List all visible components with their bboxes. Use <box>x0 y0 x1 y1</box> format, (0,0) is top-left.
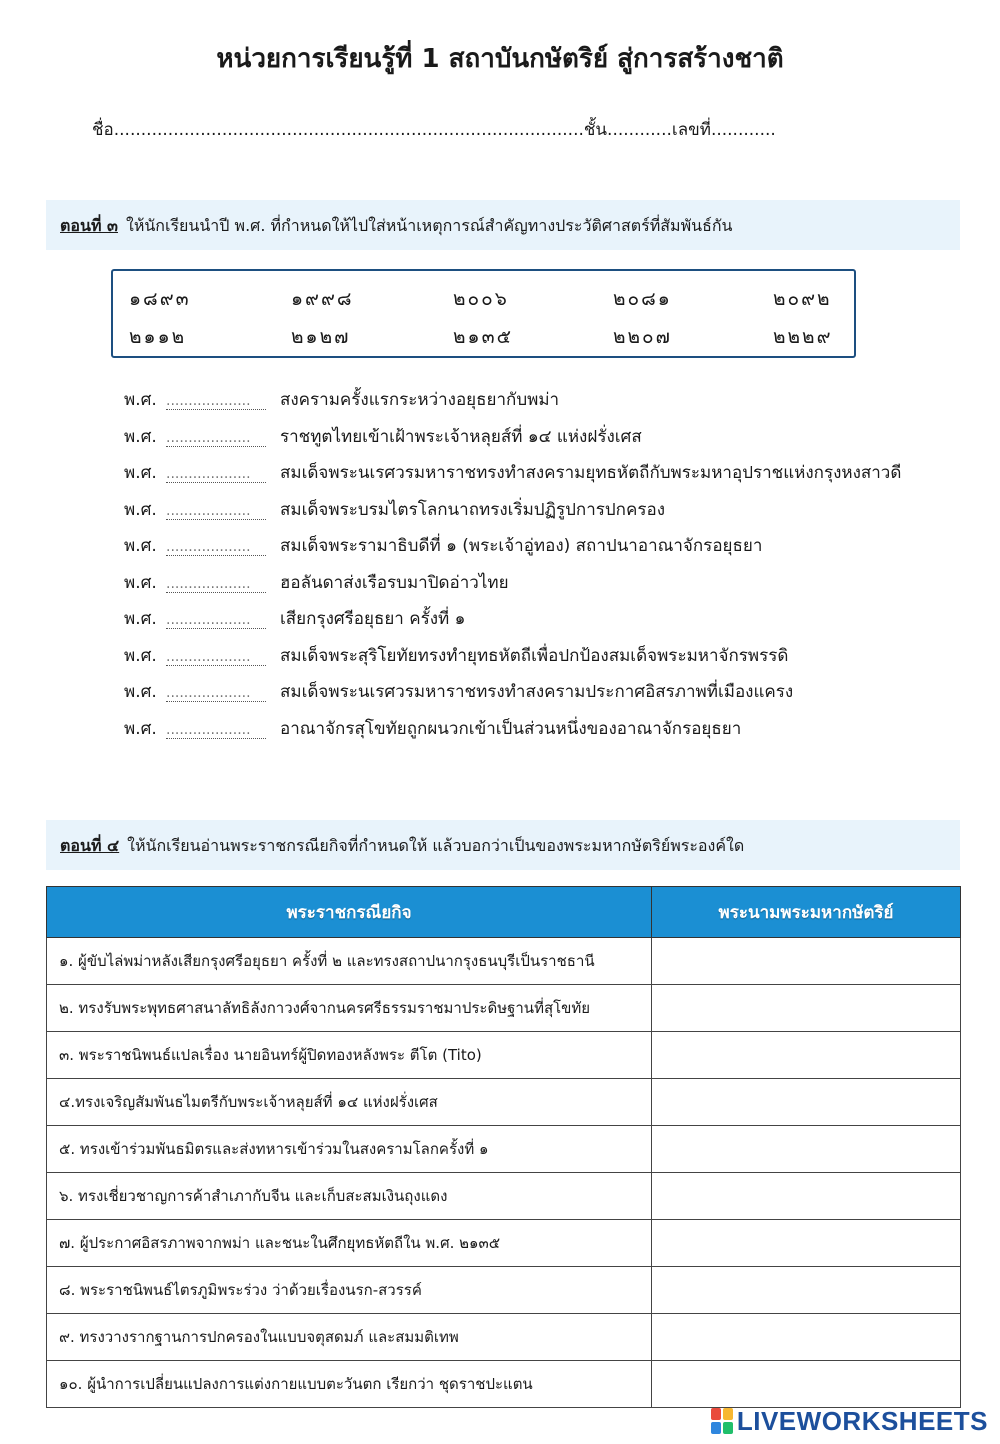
logo-tile <box>711 1422 721 1434</box>
work-description: ๘. พระราชนิพนธ์ไตรภูมิพระร่วง ว่าด้วยเรื่องนรก-สวรรค์ <box>47 1267 652 1314</box>
work-description: ๑๐. ผู้นำการเปลี่ยนแปลงการแต่งกายแบบตะวันตก เรียกว่า ชุดราชปะแตน <box>47 1361 652 1408</box>
year-option: ๒๑๑๒ <box>129 326 187 348</box>
king-answer-cell[interactable] <box>652 985 961 1032</box>
logo-tile <box>711 1408 721 1420</box>
year-blank[interactable] <box>166 500 280 520</box>
event-item <box>124 459 984 496</box>
work-description: ๒. ทรงรับพระพุทธศาสนาลัทธิลังกาวงศ์จากนครศรีธรรมราชมาประดิษฐานที่สุโขทัย <box>47 985 652 1032</box>
year-answer-input[interactable] <box>166 393 266 410</box>
liveworksheets-watermark <box>711 1404 988 1438</box>
event-prefix: พ.ศ. <box>124 390 157 410</box>
part3-instruction-bar <box>46 200 960 250</box>
event-text: ราชทูตไทยเข้าเฝ้าพระเจ้าหลุยส์ที่ ๑๔ แห่งฝรั่งเศส <box>280 426 642 447</box>
event-prefix: พ.ศ. <box>124 426 157 447</box>
king-answer-cell[interactable] <box>652 1126 961 1173</box>
king-answer-input[interactable] <box>652 1362 960 1406</box>
king-answer-cell[interactable] <box>652 1314 961 1361</box>
year-answer-input[interactable] <box>166 685 266 702</box>
event-item <box>124 715 984 752</box>
year-option: ๒๒๐๗ <box>613 326 672 348</box>
year-answer-input[interactable] <box>166 430 266 447</box>
event-list <box>124 386 984 751</box>
event-text: สงครามครั้งแรกระหว่างอยุธยากับพม่า <box>280 390 560 410</box>
event-item <box>124 386 984 423</box>
work-description: ๔.ทรงเจริญสัมพันธไมตรีกับพระเจ้าหลุยส์ที่ ๑๔ แห่งฝรั่งเศส <box>47 1079 652 1126</box>
event-text: ฮอลันดาส่งเรือรบมาปิดอ่าวไทย <box>280 572 509 593</box>
king-answer-cell[interactable] <box>652 1032 961 1079</box>
part3-instruction: ให้นักเรียนนำปี พ.ศ. ที่กำหนดให้ไปใส่หน้าเหตุการณ์สำคัญทางประวัติศาสตร์ที่สัมพันธ์กัน <box>126 216 733 235</box>
year-option: ๒๑๒๗ <box>291 326 351 348</box>
king-answer-input[interactable] <box>652 1033 960 1077</box>
table-row <box>47 938 961 985</box>
column-header-king: พระนามพระมหากษัตริย์ <box>652 887 961 938</box>
table-row <box>47 1267 961 1314</box>
work-description: ๙. ทรงวางรากฐานการปกครองในแบบจตุสดมภ์ และสมมติเทพ <box>47 1314 652 1361</box>
year-answer-input[interactable] <box>166 576 266 593</box>
year-answer-input[interactable] <box>166 539 266 556</box>
table-row <box>47 1220 961 1267</box>
year-options-box <box>111 269 856 358</box>
event-item <box>124 423 984 460</box>
table-row <box>47 1032 961 1079</box>
king-answer-cell[interactable] <box>652 1361 961 1408</box>
watermark-text: LIVEWORKSHEETS <box>736 1405 988 1436</box>
table-header-row <box>47 887 961 938</box>
event-prefix: พ.ศ. <box>124 718 157 739</box>
king-answer-input[interactable] <box>652 1221 960 1265</box>
king-answer-input[interactable] <box>652 939 960 983</box>
event-item <box>124 678 984 715</box>
event-text: สมเด็จพระบรมไตรโลกนาถทรงเริ่มปฏิรูปการปกครอง <box>280 499 665 520</box>
year-blank[interactable] <box>166 390 280 410</box>
student-info-line: ชื่อ.......................................................................................ชั้น............เลขที่............ <box>92 120 776 140</box>
event-prefix: พ.ศ. <box>124 536 157 556</box>
year-answer-input[interactable] <box>166 612 266 629</box>
table-row <box>47 1079 961 1126</box>
liveworksheets-logo-icon <box>711 1408 733 1434</box>
work-description: ๑. ผู้ขับไล่พม่าหลังเสียกรุงศรีอยุธยา ครั้งที่ ๒ และทรงสถาปนากรุงธนบุรีเป็นราชธานี <box>47 938 652 985</box>
event-item <box>124 605 984 642</box>
event-text: สมเด็จพระสุริโยทัยทรงทำยุทธหัตถีเพื่อปกป้องสมเด็จพระมหาจักรพรรดิ <box>280 645 789 666</box>
year-blank[interactable] <box>166 682 280 702</box>
event-item <box>124 496 984 533</box>
year-blank[interactable] <box>166 463 280 483</box>
logo-tile <box>723 1422 733 1434</box>
king-answer-cell[interactable] <box>652 1220 961 1267</box>
work-description: ๕. ทรงเข้าร่วมพันธมิตรและส่งทหารเข้าร่วมในสงครามโลกครั้งที่ ๑ <box>47 1126 652 1173</box>
year-blank[interactable] <box>166 719 280 739</box>
king-answer-cell[interactable] <box>652 938 961 985</box>
year-option: ๑๘๙๓ <box>129 288 191 310</box>
year-blank[interactable] <box>166 573 280 593</box>
year-option: ๒๐๘๑ <box>613 288 672 310</box>
part4-instruction: ให้นักเรียนอ่านพระราชกรณียกิจที่กำหนดให้ แล้วบอกว่าเป็นของพระมหากษัตริย์พระองค์ใด <box>127 836 745 855</box>
table-row <box>47 1361 961 1408</box>
event-text: เสียกรุงศรีอยุธยา ครั้งที่ ๑ <box>280 609 466 629</box>
part4-label: ตอนที่ ๔ <box>60 836 120 855</box>
royal-works-table <box>46 886 961 1408</box>
event-item <box>124 532 984 569</box>
event-prefix: พ.ศ. <box>124 609 157 629</box>
year-option: ๒๐๐๖ <box>453 288 509 310</box>
event-text: สมเด็จพระนเรศวรมหาราชทรงทำสงครามประกาศอิสรภาพที่เมืองแครง <box>280 682 794 702</box>
part3-label: ตอนที่ ๓ <box>60 216 118 235</box>
year-option: ๒๑๓๕ <box>453 326 513 348</box>
column-header-works: พระราชกรณียกิจ <box>47 887 652 938</box>
year-blank[interactable] <box>166 536 280 556</box>
table-row <box>47 1173 961 1220</box>
event-text: อาณาจักรสุโขทัยถูกผนวกเข้าเป็นส่วนหนึ่งของอาณาจักรอยุธยา <box>280 718 742 739</box>
king-answer-input[interactable] <box>652 1174 960 1218</box>
event-item <box>124 642 984 679</box>
event-text: สมเด็จพระนเรศวรมหาราชทรงทำสงครามยุทธหัตถีกับพระมหาอุปราชแห่งกรุงหงสาวดี <box>280 463 902 483</box>
king-answer-input[interactable] <box>652 1315 960 1359</box>
king-answer-input[interactable] <box>652 1127 960 1171</box>
logo-tile <box>723 1408 733 1420</box>
event-prefix: พ.ศ. <box>124 463 157 483</box>
year-answer-input[interactable] <box>166 503 266 520</box>
year-answer-input[interactable] <box>166 722 266 739</box>
part4-instruction-bar <box>46 820 960 870</box>
table-row <box>47 985 961 1032</box>
event-prefix: พ.ศ. <box>124 682 157 702</box>
worksheet-title: หน่วยการเรียนรู้ที่ 1 สถาบันกษัตริย์ สู่การสร้างชาติ <box>216 44 784 74</box>
work-description: ๗. ผู้ประกาศอิสรภาพจากพม่า และชนะในศึกยุทธหัตถีใน พ.ศ. ๒๑๓๕ <box>47 1220 652 1267</box>
table-row <box>47 1126 961 1173</box>
work-description: ๖. ทรงเชี่ยวชาญการค้าสำเภากับจีน และเก็บสะสมเงินถุงแดง <box>47 1173 652 1220</box>
year-answer-input[interactable] <box>166 649 266 666</box>
king-answer-cell[interactable] <box>652 1267 961 1314</box>
table-row <box>47 1314 961 1361</box>
work-description: ๓. พระราชนิพนธ์แปลเรื่อง นายอินทร์ผู้ปิดทองหลังพระ ตีโต (Tito) <box>47 1032 652 1079</box>
year-blank[interactable] <box>166 646 280 666</box>
king-answer-cell[interactable] <box>652 1079 961 1126</box>
event-item <box>124 569 984 606</box>
year-option: ๒๒๒๙ <box>773 326 833 348</box>
year-option: ๒๐๙๒ <box>773 288 832 310</box>
event-text: สมเด็จพระรามาธิบดีที่ ๑ (พระเจ้าอู่ทอง) สถาปนาอาณาจักรอยุธยา <box>280 536 763 556</box>
king-answer-cell[interactable] <box>652 1173 961 1220</box>
year-option: ๑๙๙๘ <box>291 288 354 310</box>
king-answer-input[interactable] <box>652 986 960 1030</box>
year-blank[interactable] <box>166 609 280 629</box>
king-answer-input[interactable] <box>652 1268 960 1312</box>
king-answer-input[interactable] <box>652 1080 960 1124</box>
event-prefix: พ.ศ. <box>124 499 157 520</box>
event-prefix: พ.ศ. <box>124 572 157 593</box>
year-answer-input[interactable] <box>166 466 266 483</box>
year-blank[interactable] <box>166 427 280 447</box>
event-prefix: พ.ศ. <box>124 645 157 666</box>
